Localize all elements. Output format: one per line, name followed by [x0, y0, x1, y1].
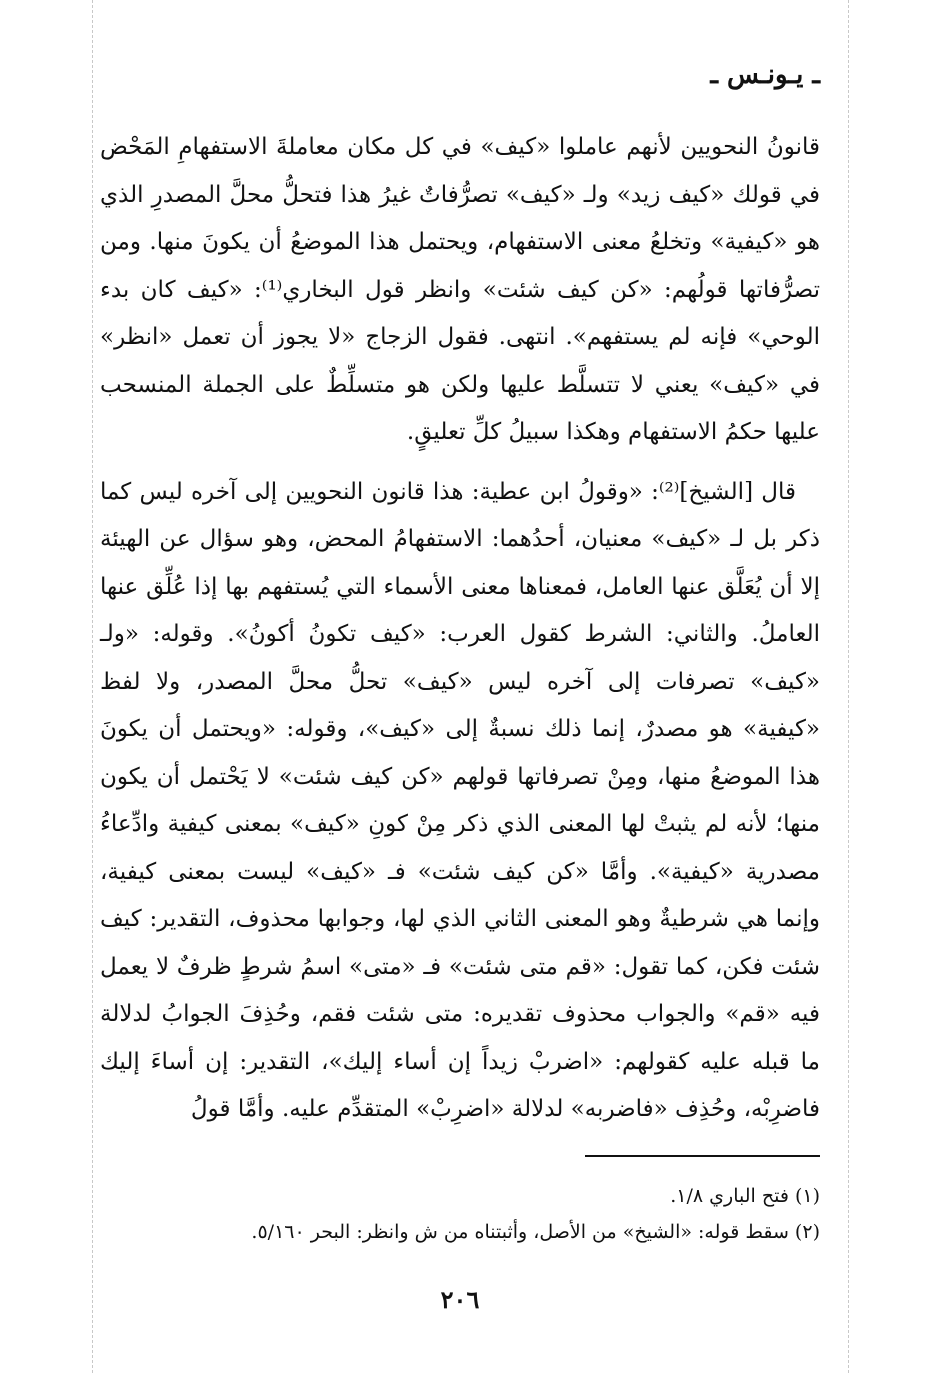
main-text — [100, 124, 820, 1134]
page-number: ٢٠٦ — [440, 1285, 480, 1314]
fold-line-right — [848, 0, 849, 1373]
footnote-separator — [585, 1155, 820, 1157]
footnote-1: (١) فتح الباري ١/٨. — [670, 1185, 820, 1207]
book-page — [100, 60, 820, 1320]
paragraph-1: قانونُ النحويين لأنهم عاملوا «كيف» في كل مكان معاملةَ الاستفهامِ المَحْض في قولك «كيف زيد» ولـ «كيف» تصرُّفاتٌ غيرُ هذا فتحلُّ محلَّ المصدرِ الذي هو «كيفية» وتخلعُ معنى الاستفهام، ويحتمل هذا الموضعُ أن يكونَ منها. ومن تصرُّفاتها قولُهم: «كن كيف شئت» وانظر قول البخاري⁽¹⁾: «كيف كان بدء الوحي» فإنه لم يستفهم». انتهى. فقول الزجاج «لا يجوز أن تعمل «انظر» في «كيف» يعني لا تتسلَّط عليها ولكن هو متسلِّطٌ على الجملة المنسحب عليها حكمُ الاستفهام وهكذا سبيلُ كلِّ تعليقٍ. — [100, 134, 820, 445]
footnote-2: (٢) سقط قوله: «الشيخ» من الأصل، وأثبتناه من ش وانظر: البحر ٥/١٦٠. — [251, 1221, 820, 1243]
paragraph-2: قال [الشيخ]⁽²⁾: «وقولُ ابن عطية: هذا قانون النحويين إلى آخره ليس كما ذكر بل لـ «كيف» معنيان، أحدُهما: الاستفهامُ المحض، وهو سؤال عن الهيئة إلا أن يُعَلَّق عنها العامل، فمعناها معنى الأسماء التي يُستفهم بها إذا عُلِّق عنها العاملُ. والثاني: الشرط كقول العرب: «كيف تكونُ أكونُ». وقوله: «ولـ «كيف» تصرفات إلى آخره ليس «كيف» تحلُّ محلَّ المصدر، ولا لفظ «كيفية» هو مصدرٌ، إنما ذلك نسبةٌ إلى «كيف»، وقوله: «ويحتمل أن يكونَ هذا الموضعُ منها، ومِنْ تصرفاتها قولهم «كن كيف شئت» لا يَحْتمل أن يكون منها؛ لأنه لم يثبتْ لها المعنى الذي ذكر مِنْ كونِ «كيف» بمعنى كيفية وادِّعاءُ مصدرية «كيفية». وأمَّا «كن كيف شئت» فـ «كيف» ليست بمعنى كيفية، وإنما هي شرطيةٌ وهو المعنى الثاني الذي لها، وجوابها محذوف، التقدير: كيف شئت فكن، كما تقول: «قم متى شئت» فـ «متى» اسمُ شرطٍ ظرفٌ لا يعمل فيه «قم» والجواب محذوف تقديره: متى شئت فقم، وحُذِفَ الجوابُ لدلالة ما قبله عليه كقولهم: «اضربْ زيداً إن أساء إليك»، التقدير: إن أساءَ إليك فاضرِبْه، وحُذِف «فاضربه» لدلالة «اضرِبْ» المتقدِّم عليه. وأمَّا قولُ — [100, 478, 820, 1122]
footnotes — [100, 1178, 820, 1250]
running-header: ـ يـونـس ـ — [710, 60, 820, 90]
fold-line-left — [92, 0, 93, 1373]
